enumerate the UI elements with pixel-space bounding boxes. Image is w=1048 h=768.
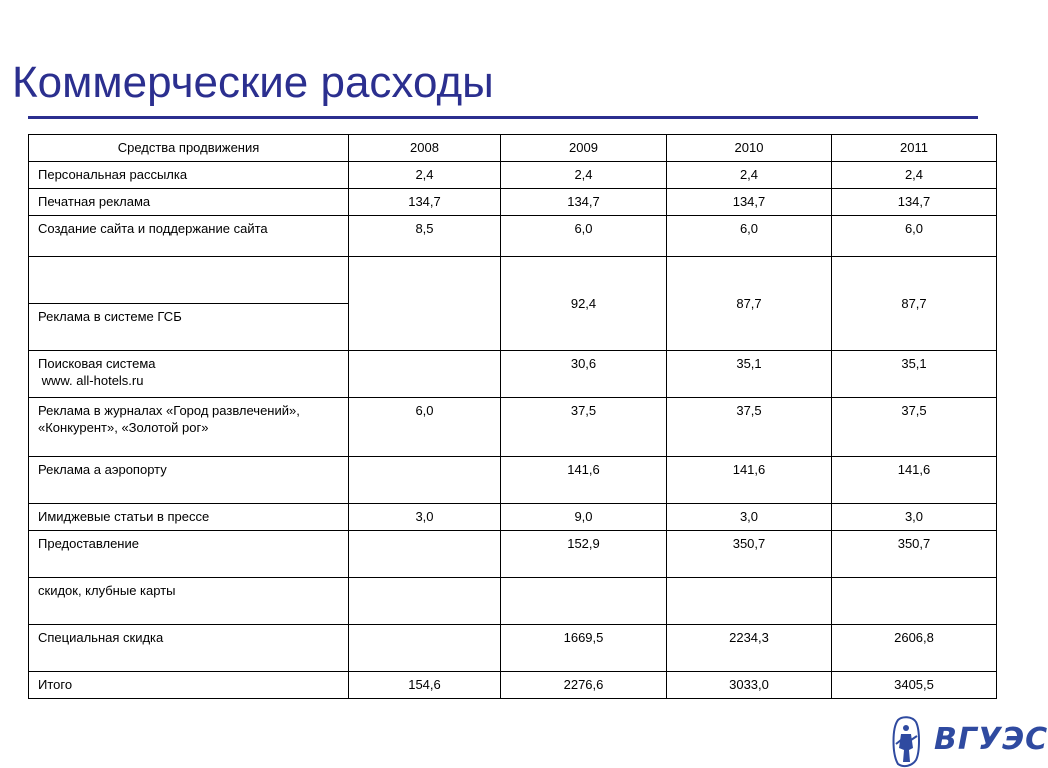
cell-2008 [349,578,501,625]
row-label: Специальная скидка [29,625,349,672]
row-label: Персональная рассылка [29,162,349,189]
cell-2011: 3405,5 [832,672,997,699]
cell-2009: 30,6 [501,351,667,398]
table-header-row [29,135,997,162]
cell-2008 [349,257,501,351]
header-year-2010: 2010 [667,135,832,162]
cell-2009: 134,7 [501,189,667,216]
table-row [29,504,997,531]
row-label-line1: Поисковая система [38,356,156,371]
header-year-2008: 2008 [349,135,501,162]
cell-2011 [832,578,997,625]
row-label: Имиджевые статьи в прессе [29,504,349,531]
cell-2009: 92,4 [501,257,667,351]
header-year-2009: 2009 [501,135,667,162]
table-row [29,189,997,216]
table-row [29,457,997,504]
cell-2011: 350,7 [832,531,997,578]
cell-2009: 2,4 [501,162,667,189]
row-label: скидок, клубные карты [29,578,349,625]
cell-2011: 37,5 [832,398,997,457]
cell-2008: 3,0 [349,504,501,531]
slide-title: Коммерческие расходы [12,58,494,107]
table-row [29,257,997,304]
table-row [29,578,997,625]
cell-2009: 152,9 [501,531,667,578]
row-label [29,351,349,398]
title-underline [28,116,978,119]
cell-2009: 141,6 [501,457,667,504]
table-row [29,398,997,457]
table-row [29,625,997,672]
table-row [29,216,997,257]
cell-2010: 3033,0 [667,672,832,699]
cell-2010: 37,5 [667,398,832,457]
row-label-line2: www. all-hotels.ru [38,373,144,388]
cell-2009: 1669,5 [501,625,667,672]
row-label [29,398,349,457]
cell-2008 [349,351,501,398]
header-label-cell: Средства продвижения [29,135,349,162]
row-label: Создание сайта и поддержание сайта [29,216,349,257]
cell-2010: 6,0 [667,216,832,257]
row-label-empty [29,257,349,304]
cell-2010: 2,4 [667,162,832,189]
table-row [29,162,997,189]
cell-2011: 3,0 [832,504,997,531]
cell-2011: 6,0 [832,216,997,257]
cell-2010: 141,6 [667,457,832,504]
cell-2008: 8,5 [349,216,501,257]
cell-2010: 35,1 [667,351,832,398]
cell-2011: 87,7 [832,257,997,351]
cell-2008: 134,7 [349,189,501,216]
cell-2009: 6,0 [501,216,667,257]
cell-2009: 9,0 [501,504,667,531]
cell-2008: 6,0 [349,398,501,457]
row-label: Реклама в системе ГСБ [29,304,349,351]
cell-2009: 2276,6 [501,672,667,699]
row-label: Реклама а аэропорту [29,457,349,504]
cell-2010: 87,7 [667,257,832,351]
cell-2010: 2234,3 [667,625,832,672]
cell-2009 [501,578,667,625]
row-label: Итого [29,672,349,699]
table-row [29,351,997,398]
cell-2010: 3,0 [667,504,832,531]
university-logo-text: ВГУЭС [934,722,1048,757]
cell-2011: 35,1 [832,351,997,398]
row-label-line2: «Конкурент», «Золотой рог» [38,420,209,435]
cell-2009: 37,5 [501,398,667,457]
cell-2011: 2606,8 [832,625,997,672]
cell-2010 [667,578,832,625]
cell-2011: 2,4 [832,162,997,189]
header-year-2011: 2011 [832,135,997,162]
cell-2010: 134,7 [667,189,832,216]
cell-2011: 141,6 [832,457,997,504]
table-total-row [29,672,997,699]
table-row [29,531,997,578]
cell-2011: 134,7 [832,189,997,216]
row-label: Предоставление [29,531,349,578]
cell-2008 [349,625,501,672]
cell-2008 [349,531,501,578]
cell-2008 [349,457,501,504]
cell-2008: 2,4 [349,162,501,189]
row-label-line1: Реклама в журналах «Город развлечений», [38,403,300,418]
cell-2008: 154,6 [349,672,501,699]
expenses-table [28,134,997,699]
cell-2010: 350,7 [667,531,832,578]
statue-emblem-icon [894,717,920,766]
row-label: Печатная реклама [29,189,349,216]
